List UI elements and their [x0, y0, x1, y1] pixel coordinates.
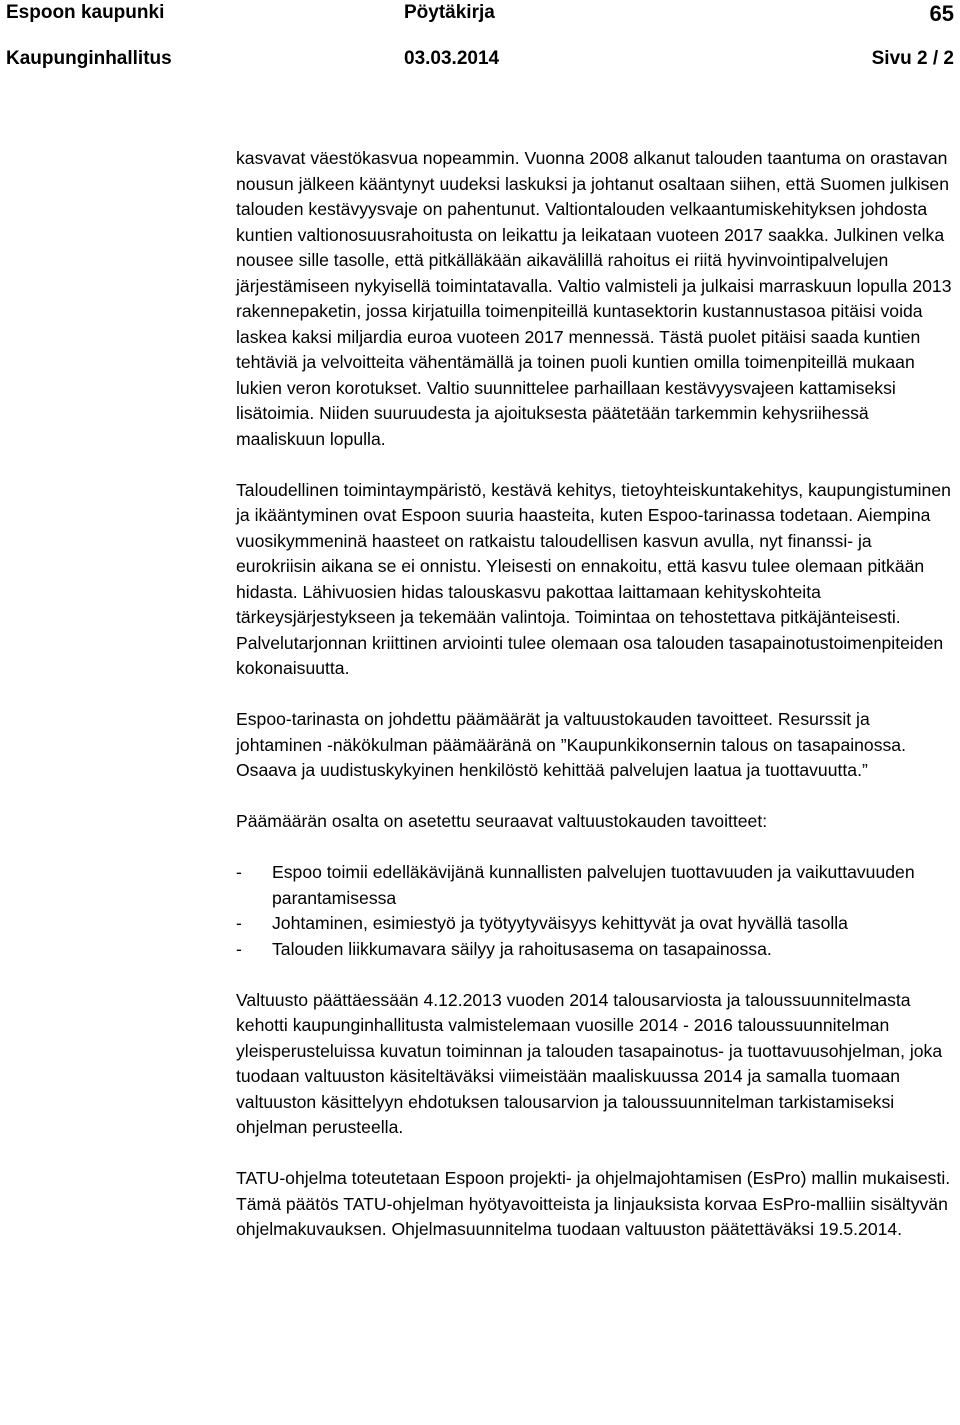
document-body [236, 146, 956, 1268]
goals-list [236, 860, 956, 962]
document-type: Pöytäkirja [404, 2, 495, 23]
list-dash: - [236, 938, 242, 959]
list-dash: - [236, 913, 242, 933]
page-indicator: Sivu 2 / 2 [871, 48, 954, 69]
paragraph-5: Valtuusto päättäessään 4.12.2013 vuoden 2014 talousarviosta ja taloussuunnitelmasta kehotti kaupunginhallitusta valmistelemaan vuosille 2014 - 2016 taloussuunnitelman yleisperusteluissa kuvatun toiminnan ja talouden tasapainotus- ja tuottavuusohjelman, joka tuodaan valtuuston käsiteltäväksi viimeistään maaliskuussa 2014 ja samalla tuomaan valtuuston käsittelyyn ehdotuksen talousarvion ja taloussuunnitelman tarkistamiseksi ohjelman perusteella. [236, 989, 943, 1137]
paragraph-3: Espoo-tarinasta on johdettu päämäärät ja valtuustokauden tavoitteet. Resurssit ja johtaminen -näkökulman päämääränä on ”Kaupunkikonsernin talous on tasapainossa. Osaava ja uudistuskykyinen henkilöstö kehittää palvelujen laatua ja tuottavuutta.” [236, 709, 906, 780]
governing-body: Kaupunginhallitus [6, 48, 172, 69]
section-number: 65 [929, 1, 954, 26]
organization-name: Espoon kaupunki [6, 2, 165, 23]
list-item [236, 911, 956, 937]
paragraph-6: TATU-ohjelma toteutetaan Espoon projekti- ja ohjelmajohtamisen (EsPro) mallin mukaisesti. Tämä päätös TATU-ohjelman hyötyavoitteista ja linjauksista korvaa EsPro-malliin sisältyvän ohjelmakuvauksen. Ohjelmasuunnitelma tuodaan valtuuston päätettäväksi 19.5.2014. [236, 1168, 951, 1239]
list-item-text: Espoo toimii edelläkävijänä kunnallisten palvelujen tuottavuuden ja vaikuttavuuden parantamisessa [272, 862, 915, 908]
header-row-2 [6, 26, 954, 69]
list-item [236, 860, 956, 911]
list-dash: - [236, 862, 242, 882]
list-item [236, 937, 956, 963]
header-row-1 [6, 0, 954, 26]
list-item-text: Talouden liikkumavara säilyy ja rahoitusasema on tasapainossa. [272, 938, 772, 959]
paragraph-4: Päämäärän osalta on asetettu seuraavat valtuustokauden tavoitteet: [236, 811, 768, 831]
document-header [6, 0, 954, 69]
meeting-date: 03.03.2014 [404, 48, 500, 69]
paragraph-1: kasvavat väestökasvua nopeammin. Vuonna 2008 alkanut talouden taantuma on orastavan nousun jälkeen kääntynyt uudeksi laskuksi ja johtanut osaltaan siihen, että Suomen julkisen talouden kestävyysvaje on pahentunut. Valtiontalouden velkaantumiskehityksen johdosta kuntien valtionosuusrahoitusta on leikattu ja leikataan vuoteen 2017 saakka. Julkinen velka nousee sille tasolle, että pitkälläkään aikavälillä rahoitus ei riitä hyvinvointipalvelujen järjestämiseen nykyisellä toimintatavalla. Valtio valmisteli ja julkaisi marraskuun lopulla 2013 rakennepaketin, jossa kirjatuilla toimenpiteillä kuntasektorin kustannustasoa pitäisi voida laskea kaksi miljardia euroa vuoteen 2017 mennessä. Tästä puolet pitäisi saada kuntien tehtäviä ja velvoitteita vähentämällä ja toinen puoli kuntien omilla toimenpiteillä mukaan lukien veron korotukset. Valtio suunnittelee parhaillaan kestävyysvajeen kattamiseksi lisätoimia. Niiden suuruudesta ja ajoituksesta päätetään tarkemmin kehysriihessä maaliskuun lopulla. [236, 148, 952, 449]
paragraph-2: Taloudellinen toimintaympäristö, kestävä kehitys, tietoyhteiskuntakehitys, kaupungistuminen ja ikääntyminen ovat Espoon suuria haasteita, kuten Espoo-tarinassa todetaan. Aiempina vuosikymmeninä haasteet on ratkaistu taloudellisen kasvun avulla, nyt finanssi- ja eurokriisin aikana se ei onnistu. Yleisesti on ennakoitu, että kasvu tulee olemaan pitkään hidasta. Lähivuosien hidas talouskasvu pakottaa laittamaan kehityskohteita tärkeysjärjestykseen ja tekemään valintoja. Toimintaa on tehostettava pitkäjänteisesti. Palvelutarjonnan kriittinen arviointi tulee olemaan osa talouden tasapainotustoimenpiteiden kokonaisuutta. [236, 479, 951, 678]
list-item-text: Johtaminen, esimiestyö ja työtyytyväisyys kehittyvät ja ovat hyvällä tasolla [272, 913, 848, 933]
